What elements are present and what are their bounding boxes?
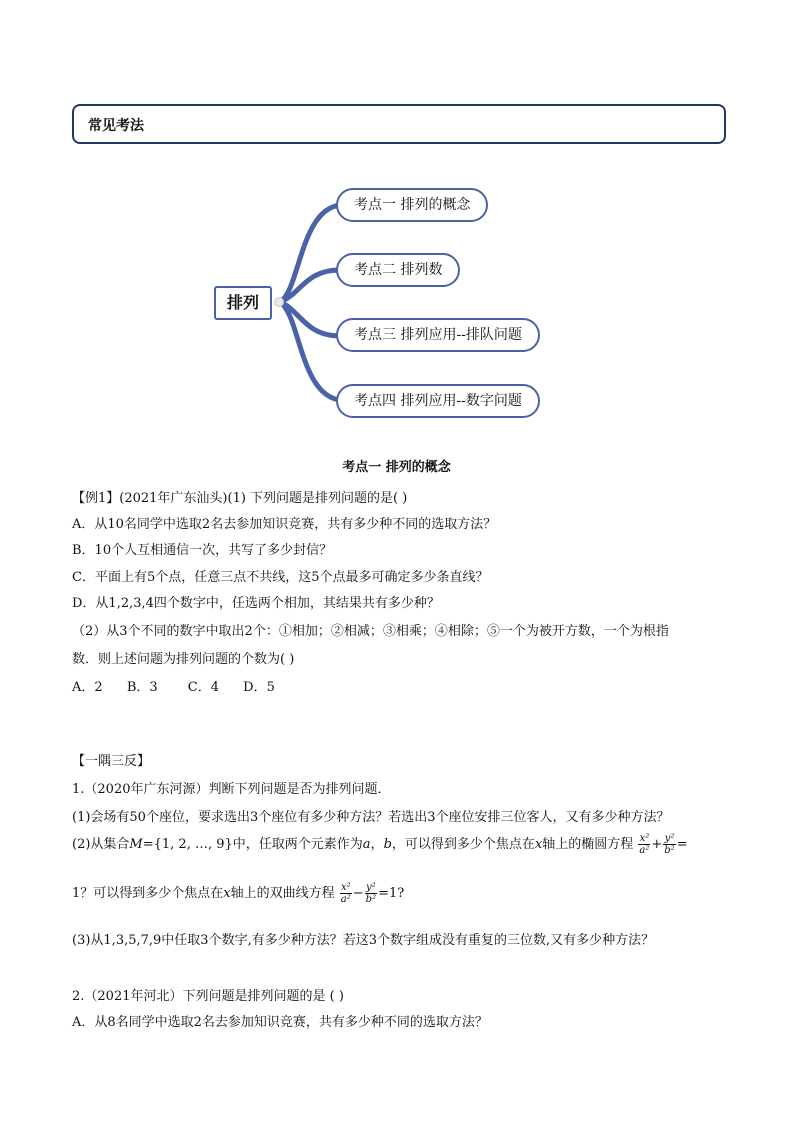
example1-option-d: D．从1,2,3,4四个数字中，任选两个相加，其结果共有多少种？: [72, 596, 440, 611]
practice-q1-part1: (1)会场有50个座位，要求选出3个座位有多少种方法？若选出3个座位安排三位客人，又有多少种方法？: [72, 810, 670, 825]
comma: ，: [370, 837, 384, 852]
header-title: 常见考法: [88, 118, 144, 134]
q1-part2-pre: (2)从集合: [72, 837, 130, 852]
var-b: b: [383, 837, 392, 852]
mindmap-branch-4: 考点四 排列应用--数字问题: [336, 384, 540, 418]
practice-q1-part2: (2)从集合M={1, 2, …, 9}中，任取两个元素作为a，b，可以得到多少个焦点在x轴上的椭圆方程 $\frac{\text{x²}}{\text{a²}}$ + $\frac{\text{y²}}{\text{b²}}$ =: [72, 833, 688, 856]
frac-num-y2-h: y²: [366, 882, 376, 893]
q1-part2-post: ，可以得到多少个焦点在: [391, 837, 535, 852]
frac-den-a2-h: a²: [340, 894, 351, 905]
fraction-x2-a2-hyperbola: [340, 882, 352, 905]
example1-option-b: B．10个人互相通信一次，共写了多少封信？: [72, 543, 333, 558]
practice-q1-title: 1.（2020年广东河源）判断下列问题是否为排列问题．: [72, 782, 391, 797]
q1-part2-mid: ={1, 2, …, 9}中，任取两个元素作为: [142, 837, 363, 852]
var-a: a: [362, 837, 371, 852]
example1-choices: [72, 676, 275, 695]
choice-a: A．2: [72, 680, 103, 695]
frac-num-x2: x²: [639, 833, 650, 844]
frac-den-b2: b²: [664, 845, 675, 856]
var-x: x: [534, 837, 543, 852]
choice-c: C．4: [187, 680, 219, 695]
mindmap-branch-3: 考点三 排列应用--排队问题: [336, 318, 540, 352]
branch-connector-1: [280, 205, 340, 302]
header-box: [72, 104, 726, 144]
q1-cont-mid: 轴上的双曲线方程: [230, 886, 335, 901]
choice-b: B．3: [126, 680, 158, 695]
practice-q1-part3: (3)从1,3,5,7,9中任取3个数字,有多少种方法？若这3个数字组成没有重复的三位数,又有多少种方法？: [72, 933, 655, 948]
frac-den-a2: a²: [639, 845, 650, 856]
practice-q2-option-a: A．从8名同学中选取2名去参加知识竞赛，共有多少种不同的选取方法？: [72, 1015, 488, 1030]
mindmap-root-dot: [274, 297, 284, 307]
equals-sign: =: [676, 837, 688, 852]
example1-part2-line2: 数．则上述问题为排列问题的个数为( ): [72, 652, 295, 667]
branch-connector-4: [280, 302, 340, 400]
example1-option-c: C．平面上有5个点，任意三点不共线，这5个点最多可确定多少条直线？: [72, 570, 489, 585]
fraction-y2-b2: [663, 833, 675, 856]
frac-num-y2: y²: [664, 833, 675, 844]
practice-heading: 【一隅三反】: [72, 754, 151, 769]
practice-q2-title: 2.（2021年河北）下列问题是排列问题的是 ( ): [72, 989, 344, 1004]
fraction-x2-a2: [638, 833, 650, 856]
q1-part2-tail: 轴上的椭圆方程: [542, 837, 634, 852]
set-symbol-m: M: [129, 837, 143, 852]
choice-d: D．5: [243, 680, 275, 695]
example1-option-a: A．从10名同学中选取2名去参加知识竞赛，共有多少种不同的选取方法？: [72, 517, 497, 532]
fraction-y2-b2-hyperbola: [365, 882, 377, 905]
frac-num-x2-h: x²: [340, 882, 351, 893]
mindmap-root: 排列: [214, 286, 272, 320]
practice-q1-part2-cont: 1？可以得到多少个焦点在x轴上的双曲线方程 $\frac{\text{x²}}{\text{a²}}$ − $\frac{\text{y²}}{\text{b²}}$ =1?: [72, 882, 405, 905]
frac-den-b2-h: b²: [365, 894, 377, 905]
q1-cont-post: =1?: [378, 886, 405, 901]
q1-cont-pre: 1？可以得到多少个焦点在: [72, 886, 224, 901]
mindmap-branch-2: 考点二 排列数: [336, 253, 460, 287]
var-x-2: x: [223, 886, 231, 901]
section-title: 考点一 排列的概念: [342, 460, 451, 475]
mindmap-branch-1: 考点一 排列的概念: [336, 188, 488, 222]
example1-part2-line1: （2）从3个不同的数字中取出2个：①相加；②相减；③相乘；④相除；⑤一个为被开方数，一个为根指: [72, 624, 669, 639]
example1-heading: 【例1】(2021年广东汕头)(1) 下列问题是排列问题的是( ): [72, 491, 408, 506]
